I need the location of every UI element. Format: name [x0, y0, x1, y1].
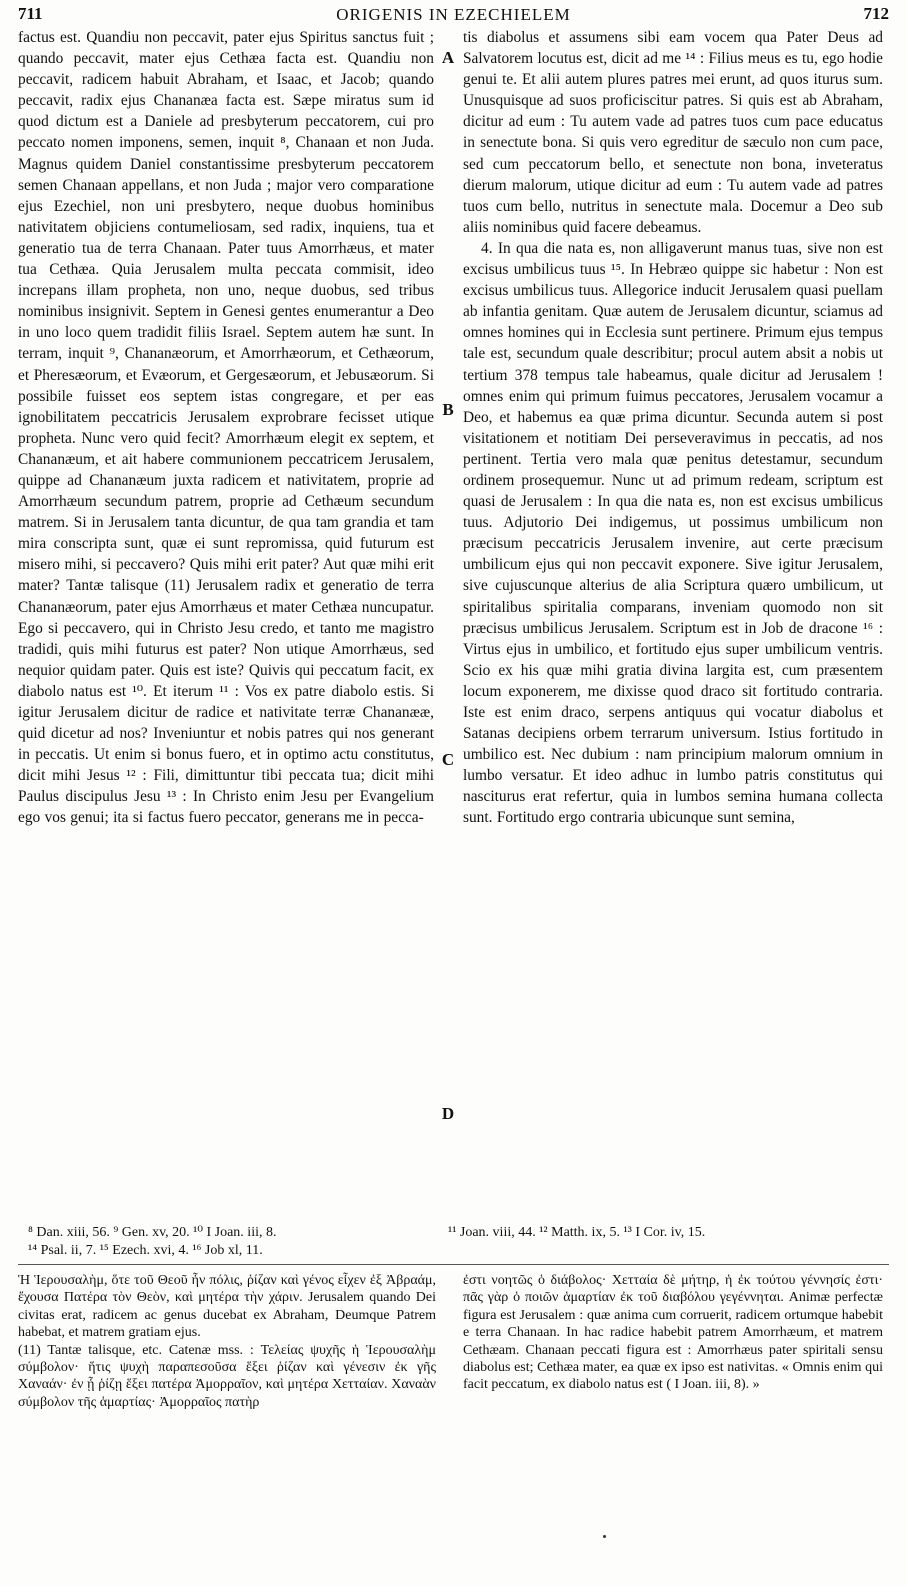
page-number-right: 712: [863, 4, 889, 23]
right-column-paragraph-1: tis diabolus et assumens sibi eam vocem qua Pater Deus ad Salvatorem locutus est, dicit ad me ¹⁴ : Filius meus es tu, ego hodie genui te. Et alii autem plures patres mei erunt, ad quos iturus sum. Unusquisque ad suos proficiscitur patres. Si quis est ab Abraham, dicitur ad eum : Tu autem vade ad patres tuos cum pace educatus in senectute bona. Si quis vero egreditur de sæculo non cum pace, sed cum peccatorum bello, et senectute non bona, inveteratus dierum malorum, utique dicitur ad eum : Tu autem vade ad patres tuos cum bello, nutritus in senectute mala. Docemur a Deo sub aliis nominibus quid facere debeamus.: [463, 29, 883, 236]
page-header: [18, 4, 889, 26]
left-column-text: factus est. Quandiu non peccavit, pater ejus Spiritus sanctus fuit ; quando peccavit, mater ejus Cethæa facta est. Quandiu non peccavit, radicem habuit Abraham, et Isaac, et Jacob; quando peccavit, radix ejus Chananæa facta est. Sæpe miratus sum id quod dictum est a Daniele ad presbyterum peccatorem, cui pro peccato nomen imponens, semen, inquit ⁸, Chanaan et non Juda. Magnus quidem Daniel constantissime presbyterum peccatorem semen Chanaan appellans, et non Juda ; major vero comparatione ejus Ezechiel, non uni presbytero, neque duobus hominibus nativitatem objiciens contumeliosam, sed radix, inquiens, tua et generatio tua de terra Chanaan. Pater tuus Amorrhæus, et mater tua Cethæa. Quia Jerusalem multa peccata commisit, ideo increpans illam propheta, non uno, neque duobus, sed tribus nominibus insignivit. Septem in Genesi gentes enumerantur a Deo in uno loco quem tradidit filiis Israel. Septem autem hæ sunt. In terram, inquit ⁹, Chananæorum, et Amorrhæorum, et Cethæorum, et Pheresæorum, et Evæorum, et Gergesæorum, et Jebusæorum. Si possibile fuisset eos septem istas congregare, et per eas ignobilitatem peccatricis Jerusalem exprobrare fecisset utique propheta. Nunc vero quid fecit? Amorrhæum elegit ex septem, et Chananæum, et ait habere communionem peccatricem Jerusalem, quippe ad Chananæum juxta radicem et nativitatem, proprie ad Amorrhæum secundum patrem, proprie ad Cethæum secundum matrem. Si in Jerusalem tanta dicuntur, de qua tam grandia et tam mira conscripta sunt, quæ ei sunt repromissa, quid futurum est misero mihi, si peccavero? Quis mihi erit pater? Aut quæ mihi erit mater? Tantæ talisque (11) Jerusalem radix et generatio de terra Chananæorum, pater ejus Amorrhæus et mater Cethæa nuncupatur. Ego si peccavero, qui in Christo Jesu credo, et tanto me magistro tradidi, quis mihi futurus est pater? Non utique Amorrhæus, sed nequior quidam pater. Quis est iste? Quivis qui peccatum facit, ex diabolo natus est ¹⁰. Et iterum ¹¹ : Vos ex patre diabolo estis. Si igitur Jerusalem dicitur de radice et nativitate terræ Chananææ, quid dicetur ad nos? Inveniuntur et nobis patres qui nos generant in peccatis. Ut enim si bonus fuero, et in optimo actu constitutus, dicit mihi Jesus ¹² : Fili, dimittuntur tibi peccata tua; dicit mihi Paulus discipulus Jesu ¹³ : In Christo enim Jesu per Evangelium ego vos genui; ita si factus fuero peccator, generans me in pecca-: [18, 29, 434, 827]
footnotes-right-line: ¹¹ Joan. viii, 44. ¹² Matth. ix, 5. ¹³ I Cor. iv, 15.: [448, 1225, 706, 1240]
right-text-column: [463, 27, 883, 829]
footnotes-left-line-2: ¹⁴ Psal. ii, 7. ¹⁵ Ezech. xvi, 4. ¹⁶ Job xl, 11.: [28, 1243, 263, 1258]
right-column-paragraph-2: 4. In qua die nata es, non alligaverunt manus tuas, sive non est excisus umbilicus tuus ¹⁵. In Hebræo quippe sic habetur : Non est excisus umbilicus tuus. Allegorice inducit Jerusalem quasi puellam ab infantia genitam. Quæ autem de Jerusalem dicuntur, sciamus ad omnes homines qui in Ecclesia sunt pertinere. Primum ejus tempus tale est, secundum quale describitur; procul autem absit a nobis ut tertium 378 tempus tale habeamus, quale dicitur ad Jerusalem ! omnes enim qui primum fuimus peccatores, Jerusalem vocamur a Deo, et habemus ea quæ prima dicuntur. Secunda autem si post visitationem et notitiam Dei perseveravimus in peccatis, ad nos pertinent. Tertia vero mala quæ penitus detestamur, secundum ordinem prosequemur. Nunc ut ad primum redeam, scriptum est quasi de Jerusalem : In qua die nata es, non est excisus umbilicus tuus. Adjutorio Dei indigemus, ut possimus umbilicum non præcisum peccatricis Jerusalem invenire, aut certe præcisum umbilicum ejus qui non peccavit exponere. Sive igitur Jerusalem, sive cujuscunque alterius de alia Scriptura quæro umbilicum, ut spiritalibus spiritalia comparans, inveniam quomodo non sit præcisus umbilicus Jerusalem. Scriptum est in Job de dracone ¹⁶ : Virtus ejus in umbilico, et fortitudo ejus super umbilicum ventris. Scio ex his quæ mihi gratia divina largita est, cum præsentem locum exponerem, me dixisse quod draco sit fortitudo contraria. Iste est enim draco, serpens antiquus qui vocatur diabolus et Satanas decipiens orbem terrarum universum. Istius fortitudo in umbilico est. Nec dubium : nam principium malorum omnium in lumbo versatur. Et ideo adhuc in lumbo patris constitutus qui nasciturus erat refertur, quia in lumbos semina humana collecta sunt. Fortitudo ergo contraria ubicunque sunt semina,: [463, 239, 883, 827]
greek-notes-left: [18, 1272, 436, 1411]
greek-notes-right: [463, 1272, 883, 1394]
stray-mark: [603, 1535, 606, 1538]
footnotes-left: [28, 1224, 428, 1260]
margin-letter-a: A: [441, 48, 455, 67]
margin-letter-d: D: [441, 1104, 455, 1123]
page-number-left: 711: [18, 4, 43, 23]
margin-letter-b: B: [442, 400, 454, 419]
footnotes-left-line-1: ⁸ Dan. xiii, 56. ⁹ Gen. xv, 20. ¹⁰ I Joan. iii, 8.: [28, 1225, 277, 1240]
greek-note-paragraph-3: ἐστι νοητῶς ὁ διάβολος· Χετταία δὲ μήτηρ, ἡ ἐκ τούτου γέννησίς ἐστι· πᾶς γὰρ ὁ ποιῶν ἁμαρτίαν ἐκ τοῦ διαβόλου γεγέννηται. Animæ perfectæ figura est Jerusalem : quæ anima cum corruerit, radicem ortumque habebit e terra Chanaan. In hac radice habebit patrem Amorrhæum, et matrem Cethæam. Chanaan peccati figura est : Amorrhæus pater spiritali sensu diabolus est; Cethæa mater, ea quæ ex ipso est nativitas. « Omnis enim qui facit peccatum, ex diabolo natus est ( I Joan. iii, 8). »: [463, 1273, 883, 1393]
greek-note-paragraph-2: (11) Tantæ talisque, etc. Catenæ mss. : Τελείας ψυχῆς ἡ Ἱερουσαλὴμ σύμβολον· ἥτις ψυχὴ παραπεσοῦσα ἕξει ῥίζαν καὶ γένεσιν ἐκ γῆς Χαναάν· ἐν ᾗ ῥίζῃ ἕξει πατέρα Ἀμορραῖον, καὶ μητέρα Χετταίαν. Χαναὰν σύμβολον τῆς ἁμαρτίας· Ἀμορραῖος πατὴρ: [18, 1342, 436, 1410]
running-title: ORIGENIS IN EZECHIELEM: [336, 5, 571, 24]
footnote-rule: [18, 1264, 889, 1265]
footnotes-right: [448, 1224, 888, 1242]
margin-letter-c: C: [441, 750, 455, 769]
left-text-column: [18, 27, 434, 829]
greek-note-paragraph-1: Ἡ Ἱερουσαλὴμ, ὅτε τοῦ Θεοῦ ἦν πόλις, ῥίζαν καὶ γένος εἶχεν ἐξ Ἀβραάμ, ἔχουσα Πατέρα τὸν Θεὸν, καὶ μητέρα τὴν χάριν. Jerusalem quando Dei civitas erat, radicem ac genus ducebat ex Abraham, Deumque Patrem habebat, et matrem gratiam ejus.: [18, 1273, 436, 1341]
